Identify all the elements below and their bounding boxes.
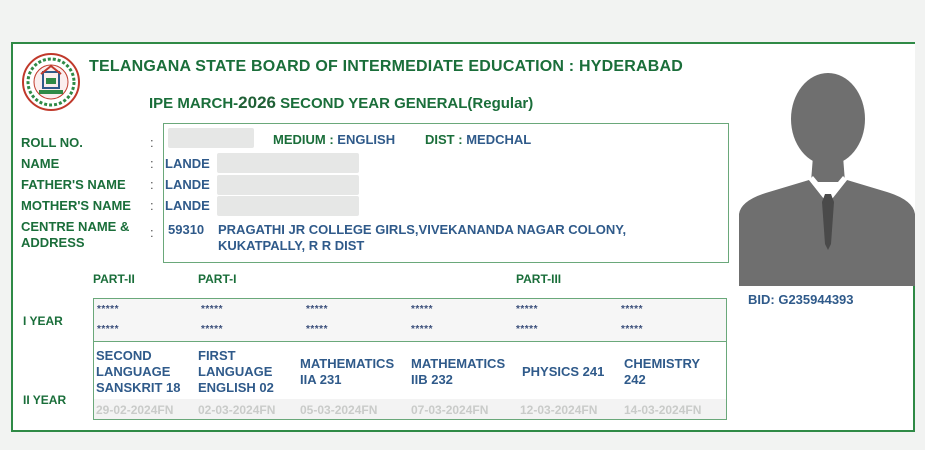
exam-date: 02-03-2024FN bbox=[198, 403, 276, 417]
exam-title bbox=[149, 93, 533, 113]
board-title: TELANGANA STATE BOARD OF INTERMEDIATE EDUCATION : HYDERABAD bbox=[89, 58, 684, 75]
person-silhouette-icon bbox=[739, 44, 915, 286]
colon: : bbox=[150, 135, 154, 150]
district bbox=[425, 132, 531, 147]
subject-line: SECOND bbox=[96, 348, 152, 363]
first-year-mark: ***** bbox=[97, 304, 119, 315]
candidate-photo bbox=[739, 44, 915, 286]
exam-prefix: IPE MARCH- bbox=[149, 95, 239, 112]
medium-value: ENGLISH bbox=[337, 132, 396, 147]
subject-line: IIB 232 bbox=[411, 372, 453, 387]
first-year-mark: ***** bbox=[621, 324, 643, 335]
subject-line: CHEMISTRY bbox=[624, 356, 701, 371]
exam-date: 07-03-2024FN bbox=[411, 403, 489, 417]
exam-date: 05-03-2024FN bbox=[300, 403, 378, 417]
first-year-mark: ***** bbox=[411, 304, 433, 315]
mother-name-label: MOTHER'S NAME bbox=[21, 198, 131, 213]
first-year-label: I YEAR bbox=[23, 314, 63, 328]
subject-line: MATHEMATICS bbox=[411, 356, 506, 371]
bid-number: BID: G235944393 bbox=[748, 292, 854, 307]
first-year-mark: ***** bbox=[516, 304, 538, 315]
father-name-value: LANDE bbox=[165, 177, 210, 192]
father-name-label: FATHER'S NAME bbox=[21, 177, 126, 192]
first-year-mark: ***** bbox=[201, 324, 223, 335]
subject-line: FIRST bbox=[198, 348, 236, 363]
name-label: NAME bbox=[21, 156, 60, 171]
second-year-label: II YEAR bbox=[23, 393, 67, 407]
colon: : bbox=[150, 225, 154, 240]
exam-date: 12-03-2024FN bbox=[520, 403, 598, 417]
father-name-redacted bbox=[217, 175, 359, 195]
part-i-header: PART-I bbox=[198, 272, 237, 286]
subject-cell bbox=[411, 356, 505, 388]
exam-date: 14-03-2024FN bbox=[624, 403, 702, 417]
exam-year: 2026 bbox=[238, 93, 276, 112]
subject-line: PHYSICS 241 bbox=[522, 364, 605, 379]
board-emblem-icon bbox=[21, 52, 81, 112]
first-year-mark: ***** bbox=[201, 304, 223, 315]
colon: : bbox=[150, 198, 154, 213]
name-value: LANDE bbox=[165, 156, 210, 171]
exam-suffix: SECOND YEAR GENERAL(Regular) bbox=[276, 95, 534, 112]
subject-cell bbox=[522, 364, 604, 380]
exam-date: 29-02-2024FN bbox=[96, 403, 174, 417]
part-iii-header: PART-III bbox=[516, 272, 562, 286]
centre-label-line1: CENTRE NAME & bbox=[21, 219, 130, 234]
subject-line: MATHEMATICS bbox=[300, 356, 395, 371]
centre-address-line1: PRAGATHI JR COLLEGE GIRLS,VIVEKANANDA NAGAR COLONY, bbox=[218, 222, 627, 237]
colon: : bbox=[150, 177, 154, 192]
subject-cell bbox=[198, 348, 274, 396]
roll-no-redacted bbox=[168, 128, 254, 148]
first-year-mark: ***** bbox=[306, 304, 328, 315]
centre-address-line2: KUKATPALLY, R R DIST bbox=[218, 238, 365, 253]
colon: : bbox=[150, 156, 154, 171]
centre-label-line2: ADDRESS bbox=[21, 235, 85, 250]
dist-value: MEDCHAL bbox=[466, 132, 532, 147]
subject-cell bbox=[624, 356, 700, 388]
part-ii-header: PART-II bbox=[93, 272, 135, 286]
subject-line: SANSKRIT 18 bbox=[96, 380, 181, 395]
first-year-mark: ***** bbox=[306, 324, 328, 335]
subject-line: LANGUAGE bbox=[198, 364, 273, 379]
first-year-mark: ***** bbox=[411, 324, 433, 335]
first-year-mark: ***** bbox=[516, 324, 538, 335]
name-redacted bbox=[217, 153, 359, 173]
centre-code: 59310 bbox=[168, 222, 205, 237]
medium bbox=[273, 132, 395, 147]
subject-line: IIA 231 bbox=[300, 372, 342, 387]
subject-line: LANGUAGE bbox=[96, 364, 171, 379]
mother-name-redacted bbox=[217, 196, 359, 216]
mother-name-value: LANDE bbox=[165, 198, 210, 213]
first-year-mark: ***** bbox=[621, 304, 643, 315]
hall-ticket-card bbox=[11, 42, 915, 432]
subject-line: 242 bbox=[624, 372, 646, 387]
subject-line: ENGLISH 02 bbox=[198, 380, 274, 395]
medium-label: MEDIUM : bbox=[273, 132, 334, 147]
subject-cell bbox=[300, 356, 394, 388]
first-year-mark: ***** bbox=[97, 324, 119, 335]
subject-cell bbox=[96, 348, 181, 396]
roll-no-label: ROLL NO. bbox=[21, 135, 83, 150]
dist-label: DIST : bbox=[425, 132, 463, 147]
